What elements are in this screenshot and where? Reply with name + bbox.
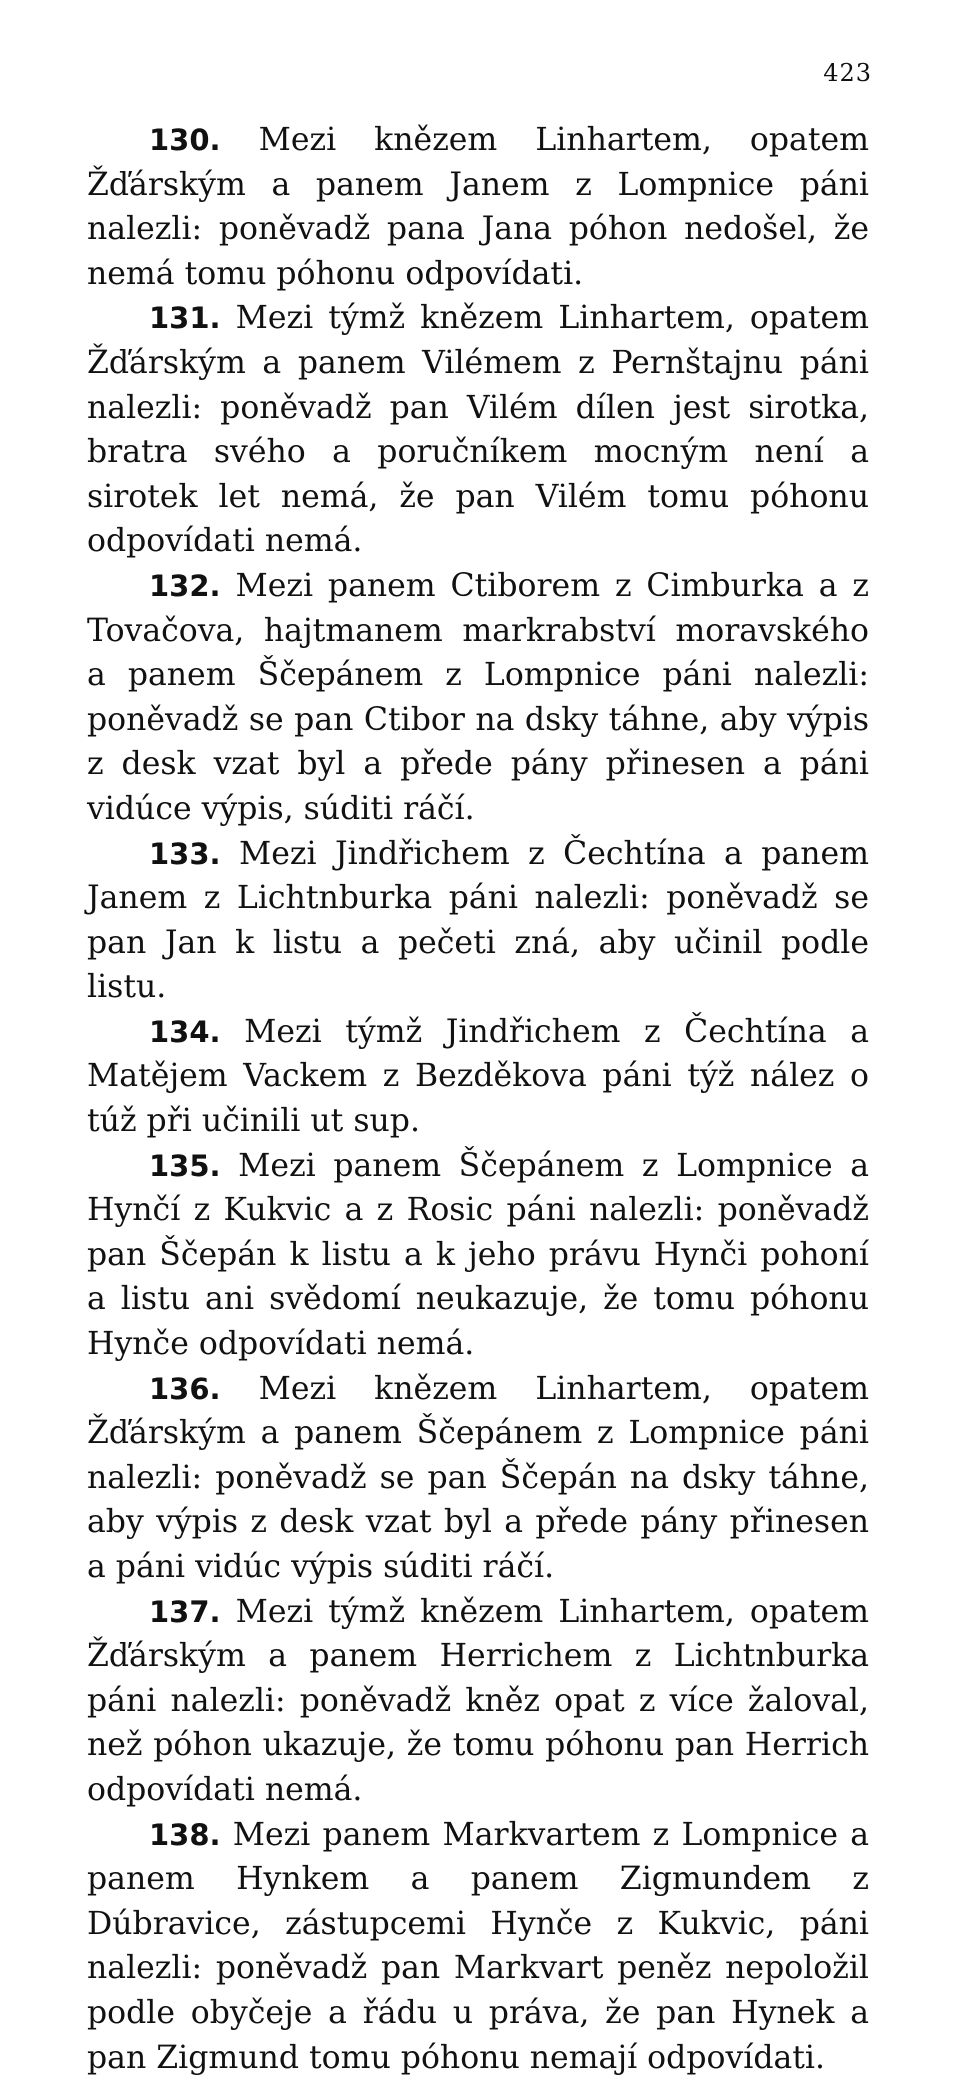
entry-number: 130. [149, 123, 221, 157]
entry-number: 137. [149, 1594, 221, 1629]
entry-132 [87, 564, 869, 832]
entry-text: Mezi panem Ščepánem z Lompnice a Hynčí z Kukvic a z Rosic páni nalezli: poněvadž pan Ščepán k listu a k jeho právu Hynči pohoní a listu ani svědomí neukazuje, že tomu póhonu Hynče odpovídati nemá. [87, 1147, 870, 1363]
page-number: 423 [823, 59, 872, 87]
entry-130 [87, 118, 869, 296]
entry-text: Mezi knězem Linhartem, opatem Žďárským a panem Janem z Lompnice páni nalezli: poněvadž pana Jana póhon nedošel, že nemá tomu póhonu odpovídati. [87, 122, 869, 292]
entry-134 [87, 1010, 869, 1144]
entry-text: Mezi Jindřichem z Čechtína a panem Janem z Lichtnburka páni nalezli: poněvadž se pan Jan k listu a pečeti zná, aby učinil podle listu. [87, 835, 870, 1006]
entry-text: Mezi týmž knězem Linhartem, opatem Žďárským a panem Herrichem z Lichtnburka páni nalezli: poněvadž kněz opat z více žaloval, než póhon ukazuje, že tomu póhonu pan Herrich odpovídati nemá. [87, 1593, 870, 1808]
entry-number: 138. [149, 1817, 221, 1852]
entry-135 [87, 1144, 869, 1367]
entry-number: 131. [149, 301, 221, 336]
text-body [87, 118, 869, 2080]
entry-number: 132. [149, 568, 221, 603]
entry-137 [87, 1590, 869, 1813]
entry-number: 133. [149, 836, 221, 871]
entry-text: Mezi týmž Jindřichem z Čechtína a Matějem Vackem z Bezděkova páni týž nález o túž při učinili ut sup. [87, 1013, 869, 1140]
entry-text: Mezi knězem Linhartem, opatem Žďárským a panem Ščepánem z Lompnice páni nalezli: poněvadž se pan Ščepán na dsky táhne, aby výpis z desk vzat byl a přede pány přinesen a páni vidúc výpis súditi ráčí. [87, 1370, 869, 1585]
entry-133 [87, 832, 869, 1010]
entry-136 [87, 1367, 869, 1590]
entry-text: Mezi panem Ctiborem z Cimburka a z Tovačova, hajtmanem markrabství moravského a panem Ščepánem z Lompnice páni nalezli: poněvadž se pan Ctibor na dsky táhne, aby výpis z desk vzat byl a přede pány přinesen a páni vidúce výpis, súditi ráčí. [87, 567, 869, 827]
entry-number: 135. [149, 1148, 221, 1183]
entry-number: 134. [149, 1014, 221, 1049]
entry-text: Mezi panem Markvartem z Lompnice a panem Hynkem a panem Zigmundem z Dúbravice, zástupcemi Hynče z Kukvic, páni nalezli: poněvadž pan Markvart peněz nepoložil podle obyčeje a řádu u práva, že pan Hynek a pan Zigmund tomu póhonu nemají odpovídati. [87, 1816, 869, 2076]
entry-131 [87, 296, 869, 564]
entry-138 [87, 1813, 869, 2080]
entry-number: 136. [149, 1371, 221, 1406]
entry-text: Mezi týmž knězem Linhartem, opatem Žďárským a panem Vilémem z Pernštajnu páni nalezli: poněvadž pan Vilém dílen jest sirotka, bratra svého a poručníkem mocným není a sirotek let nemá, že pan Vilém tomu póhonu odpovídati nemá. [87, 300, 870, 560]
